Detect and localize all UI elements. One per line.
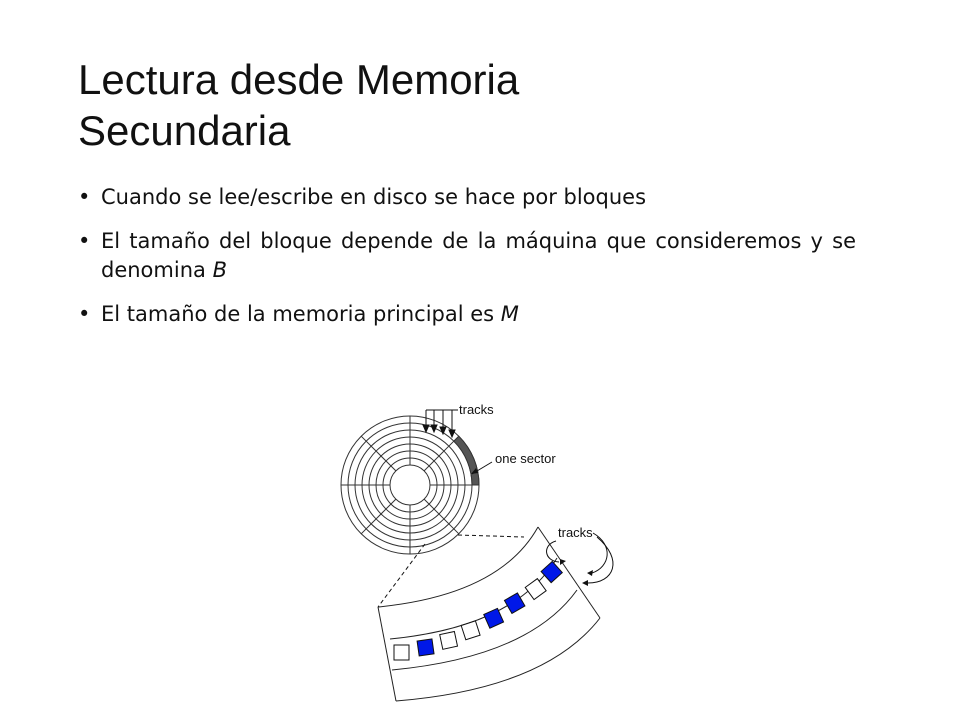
slide-title — [78, 54, 898, 156]
tracks-label-bottom: tracks — [558, 525, 593, 540]
projection-line — [458, 535, 524, 537]
title-line-2: Secundaria — [78, 107, 291, 154]
bullet-text: El tamaño del bloque depende de la máquina que consideremos y se denomina — [101, 229, 856, 282]
bullet-text: El tamaño de la memoria principal es — [101, 302, 501, 326]
tracks-label-top: tracks — [459, 402, 494, 417]
bullet-icon: • — [78, 229, 91, 253]
block-empty — [461, 621, 480, 640]
arrow-head — [582, 580, 588, 586]
track-blocks — [394, 561, 562, 660]
block-empty — [394, 645, 409, 660]
block-empty — [525, 579, 546, 600]
bullet-item — [78, 300, 856, 329]
bullet-text: Cuando se lee/escribe en disco se hace por bloques — [101, 185, 647, 209]
disk-diagram — [330, 395, 630, 710]
title-line-1: Lectura desde Memoria — [78, 56, 520, 103]
sector-label: one sector — [495, 451, 556, 466]
variable-b: B — [212, 258, 227, 282]
bullet-icon: • — [78, 302, 91, 326]
block-filled — [417, 639, 434, 656]
block-filled — [484, 608, 504, 628]
arrow-head — [587, 570, 593, 576]
block-filled — [541, 561, 562, 582]
bullet-item — [78, 183, 856, 212]
bullet-item — [78, 227, 856, 285]
bullet-list — [78, 183, 856, 344]
block-empty — [440, 631, 458, 649]
variable-m: M — [500, 302, 519, 326]
bullet-icon: • — [78, 185, 91, 209]
